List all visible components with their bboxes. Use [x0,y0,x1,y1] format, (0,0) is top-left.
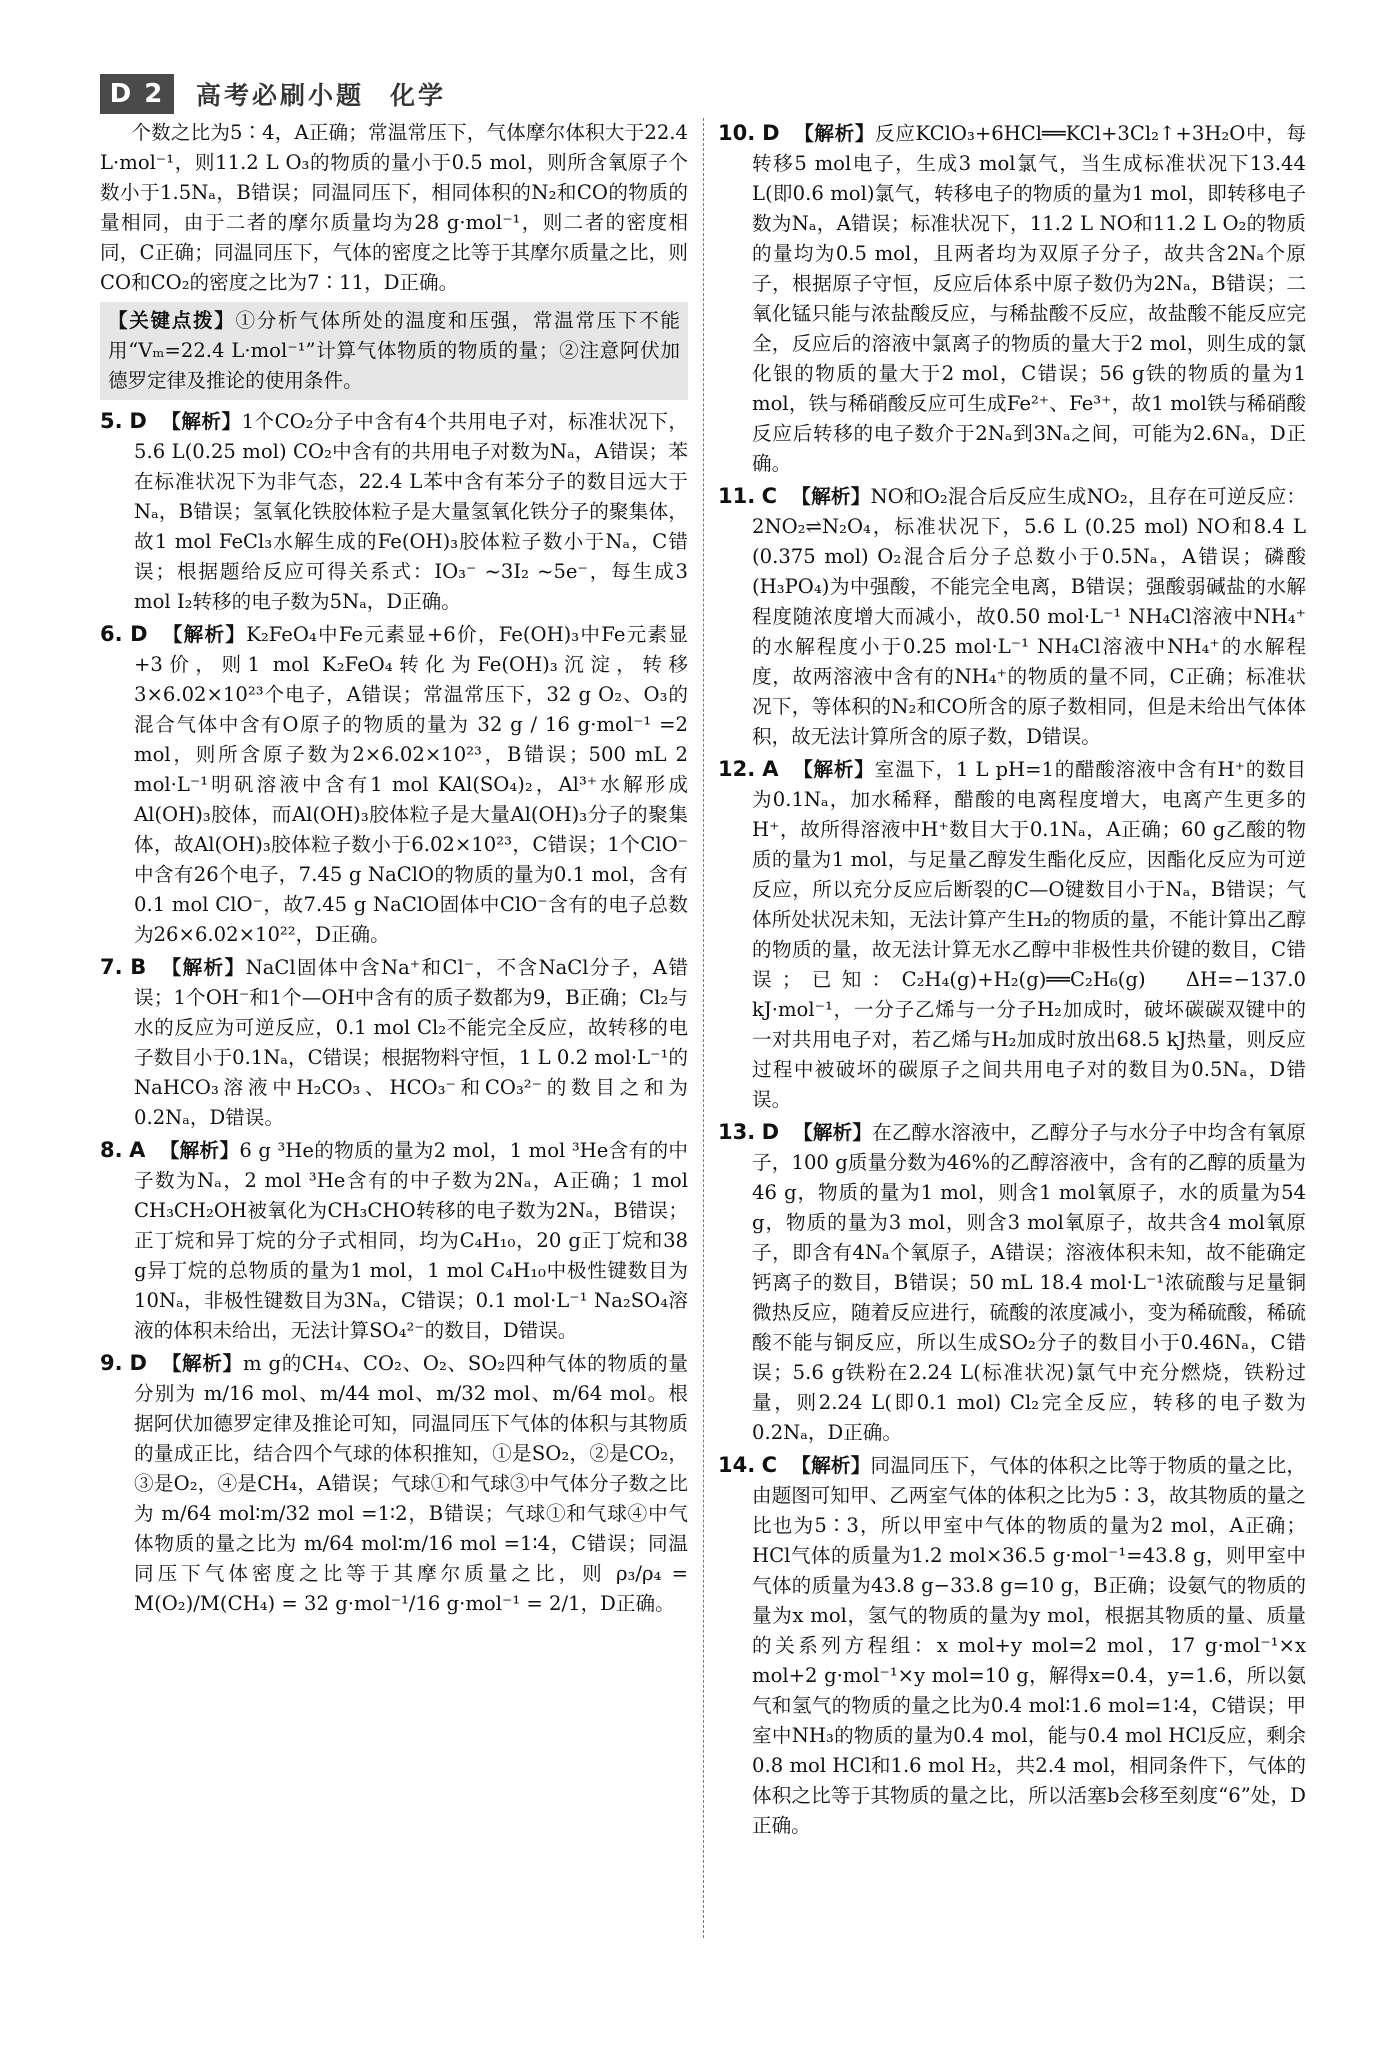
right-column [718,118,1306,1843]
answer-letter: C [761,1453,778,1477]
analysis-label: 【解析】 [160,410,242,433]
answer-item [718,118,1306,479]
subject-title: 化学 [390,81,447,110]
question-number: 6. [100,622,123,646]
left-column [100,118,688,1621]
answer-item [718,481,1306,752]
question-number: 13. [718,1120,756,1144]
analysis-text: K₂FeO₄中Fe元素显+6价，Fe(OH)₃中Fe元素显+3价，则1 mol K₂FeO₄转化为Fe(OH)₃沉淀，转移3×6.02×10²³个电子，A错误；常温常压下，32 g O₂、O₃的混合气体中含有O原子的物质的量为 32 g / 16 g·mol⁻¹ =2 mol，则所含原子数为2×6.02×10²³，B错误；500 mL 2 mol·L⁻¹明矾溶液中含有1 mol KAl(SO₄)₂，Al³⁺水解形成Al(OH)₃胶体，而Al(OH)₃胶体粒子是大量Al(OH)₃分子的聚集体，故Al(OH)₃胶体粒子数小于6.02×10²³，C错误；1个ClO⁻中含有26个电子，7.45 g NaClO的物质的量为0.1 mol，含有0.1 mol ClO⁻，故7.45 g NaClO固体中ClO⁻含有的电子总数为26×6.02×10²²，D正确。 [134,623,688,946]
question-number: 7. [100,955,123,979]
question-number: 14. [718,1453,756,1477]
answer-item [718,1117,1306,1448]
answer-item [100,619,688,950]
analysis-label: 【解析】 [791,1454,871,1477]
analysis-label: 【解析】 [159,1139,240,1162]
analysis-label: 【解析】 [791,485,871,508]
question-number: 10. [718,121,756,145]
key-point-box [100,302,688,400]
analysis-text: NaCl固体中含Na⁺和Cl⁻，不含NaCl分子，A错误；1个OH⁻和1个—OH中含有的质子数都为9，B正确；Cl₂与水的反应为可逆反应，0.1 mol Cl₂不能完全反应，故转移的电子数目小于0.1Nₐ，C错误；根据物料守恒，1 L 0.2 mol·L⁻¹的NaHCO₃溶液中H₂CO₃、HCO₃⁻和CO₃²⁻的数目之和为0.2Nₐ，D错误。 [134,956,689,1129]
analysis-text: 1个CO₂分子中含有4个共用电子对，标准状况下，5.6 L(0.25 mol) CO₂中含有的共用电子对数为Nₐ，A错误；苯在标准状况下为非气态，22.4 L苯中含有苯分子的数目远大于Nₐ，B错误；氢氧化铁胶体粒子是大量氢氧化铁分子的聚集体，故1 mol FeCl₃水解生成的Fe(OH)₃胶体粒子数小于Nₐ，C错误；根据题给反应可得关系式：IO₃⁻ ~3I₂ ~5e⁻，每生成3 mol I₂转移的电子数为5Nₐ，D正确。 [134,410,688,613]
book-title: 高考必刷小题 [196,81,365,110]
answer-item [718,754,1306,1115]
question-number: 8. [100,1138,123,1162]
left-answer-list [100,406,688,1619]
question-number: 11. [718,484,756,508]
analysis-text: NO和O₂混合后反应生成NO₂，且存在可逆反应：2NO₂⇌N₂O₄，标准状况下，5.6 L (0.25 mol) NO和8.4 L (0.375 mol) O₂混合后分子总数小于0.5Nₐ，A错误；磷酸(H₃PO₄)为中强酸，不能完全电离，B错误；强酸弱碱盐的水解程度随浓度增大而减小，故0.50 mol·L⁻¹ NH₄Cl溶液中NH₄⁺的水解程度小于0.25 mol·L⁻¹ NH₄Cl溶液中NH₄⁺的水解程度，故两溶液中含有的NH₄⁺的物质的量不同，C正确；标准状况下，等体积的N₂和CO所含的原子数相同，但是未给出气体体积，故无法计算所含的原子数，D错误。 [752,485,1306,748]
page-number-tag: D 2 [100,74,174,114]
analysis-text: 同温同压下，气体的体积之比等于物质的量之比，由题图可知甲、乙两室气体的体积之比为5∶3，故其物质的量之比也为5∶3，所以甲室中气体的物质的量为2 mol，A正确；HCl气体的质量为1.2 mol×36.5 g·mol⁻¹=43.8 g，则甲室中气体的质量为43.8 g−33.8 g=10 g，B正确；设氨气的物质的量为x mol，氢气的物质的量为y mol，根据其物质的量、质量的关系列方程组：x mol+y mol=2 mol，17 g·mol⁻¹×x mol+2 g·mol⁻¹×y mol=10 g，解得x=0.4，y=1.6，所以氨气和氢气的物质的量之比为0.4 mol∶1.6 mol=1∶4，C错误；甲室中NH₃的物质的量为0.4 mol，能与0.4 mol HCl反应，剩余0.8 mol HCl和1.6 mol H₂，共2.4 mol，相同条件下，气体的体积之比等于其物质的量之比，所以活塞b会移至刻度“6”处，D正确。 [752,1454,1307,1837]
answer-item [718,1450,1306,1841]
analysis-label: 【解析】 [793,1121,873,1144]
answer-letter: A [762,757,779,781]
answer-letter: D [761,1120,780,1144]
analysis-label: 【解析】 [792,758,875,781]
answer-item [100,1135,688,1346]
analysis-text: 室温下，1 L pH=1的醋酸溶液中含有H⁺的数目为0.1Nₐ，加水稀释，醋酸的电离程度增大，电离产生更多的H⁺，故所得溶液中H⁺数目大于0.1Nₐ，A正确；60 g乙酸的物质的量为1 mol，与足量乙醇发生酯化反应，因酯化反应为可逆反应，所以充分反应后断裂的C—O键数目小于Nₐ，B错误；气体所处状况未知，无法计算产生H₂的物质的量，不能计算出乙醇的物质的量，故无法计算无水乙醇中非极性共价键的数目，C错误；已知：C₂H₄(g)+H₂(g)══C₂H₆(g) ΔH=−137.0 kJ·mol⁻¹，一分子乙烯与一分子H₂加成时，破坏碳碳双键中的一对共用电子对，若乙烯与H₂加成时放出68.5 kJ热量，则反应过程中被破坏的碳原子之间共用电子对的数目为0.5Nₐ，D错误。 [752,758,1306,1111]
answer-letter: D [129,1351,147,1375]
column-divider [703,118,705,1938]
question-number: 12. [718,757,756,781]
answer-item [100,952,688,1133]
question-number: 9. [100,1351,123,1375]
analysis-label: 【解析】 [160,1352,243,1375]
analysis-text: 在乙醇水溶液中，乙醇分子与水分子中均含有氧原子，100 g质量分数为46%的乙醇溶液中，含有的乙醇的质量为46 g，物质的量为1 mol，则含1 mol氧原子，水的质量为54 g，物质的量为3 mol，则含3 mol氧原子，故共含4 mol氧原子，即含有4Nₐ个氧原子，A错误；溶液体积未知，故不能确定钙离子的数目，B错误；50 mL 18.4 mol·L⁻¹浓硫酸与足量铜微热反应，随着反应进行，硫酸的浓度减小，变为稀硫酸，稀硫酸不能与铜反应，所以生成SO₂分子的数目小于0.46Nₐ，C错误；5.6 g铁粉在2.24 L(标准状况)氯气中充分燃烧，铁粉过量，则2.24 L(即0.1 mol) Cl₂完全反应，转移的电子数为0.2Nₐ，D正确。 [752,1121,1307,1444]
answer-letter: D [129,409,147,433]
key-point-label: 【关键点拨】 [108,309,236,332]
analysis-label: 【解析】 [161,623,247,646]
key-point-text: ①分析气体所处的温度和压强，常温常压下不能用“Vₘ=22.4 L·mol⁻¹”计算气体物质的物质的量；②注意阿伏加德罗定律及推论的使用条件。 [108,309,681,392]
right-answer-list [718,118,1306,1841]
page-header [100,72,1290,116]
answer-letter: D [762,121,780,145]
question-number: 5. [100,409,123,433]
analysis-text: m g的CH₄、CO₂、O₂、SO₂四种气体的物质的量分别为 m/16 mol、m/44 mol、m/32 mol、m/64 mol。根据阿伏加德罗定律及推论可知，同温同压下气体的体积与其物质的量成正比，结合四个气球的体积推知，①是SO₂，②是CO₂，③是O₂，④是CH₄，A错误；气球①和气球③中气体分子数之比为 m/64 mol∶m/32 mol =1∶2，B错误；气球①和气球④中气体物质的量之比为 m/64 mol∶m/16 mol =1∶4，C错误；同温同压下气体密度之比等于其摩尔质量之比，则 ρ₃/ρ₄ = M(O₂)/M(CH₄) = 32 g·mol⁻¹/16 g·mol⁻¹ = 2/1，D正确。 [134,1352,688,1615]
answer-letter: C [761,484,778,508]
analysis-label: 【解析】 [160,956,246,979]
analysis-text: 6 g ³He的物质的量为2 mol，1 mol ³He含有的中子数为Nₐ，2 mol ³He含有的中子数为2Nₐ，A正确；1 mol CH₃CH₂OH被氧化为CH₃CHO转移的电子数为2Nₐ，B错误；正丁烷和异丁烷的分子式相同，均为C₄H₁₀，20 g正丁烷和38 g异丁烷的总物质的量为1 mol，1 mol C₄H₁₀中极性键数目为10Nₐ，非极性键数目为3Nₐ，C错误；0.1 mol·L⁻¹ Na₂SO₄溶液的体积未给出，无法计算SO₄²⁻的数目，D错误。 [134,1139,688,1342]
answer-letter: A [129,1138,146,1162]
answer-item [100,1348,688,1619]
answer-letter: D [130,622,148,646]
intro-paragraph: 个数之比为5∶4，A正确；常温常压下，气体摩尔体积大于22.4 L·mol⁻¹，则11.2 L O₃的物质的量小于0.5 mol，则所含氧原子个数小于1.5Nₐ，B错误；同温同压下，相同体积的N₂和CO的物质的量相同，由于二者的摩尔质量均为28 g·mol⁻¹，则二者的密度相同，C正确；同温同压下，气体的密度之比等于其摩尔质量之比，则CO和CO₂的密度之比为7∶11，D正确。 [100,121,688,294]
answer-letter: B [130,955,147,979]
analysis-text: 反应KClO₃+6HCl══KCl+3Cl₂↑+3H₂O中，每转移5 mol电子，生成3 mol氯气，当生成标准状况下13.44 L(即0.6 mol)氯气，转移电子的物质的量为1 mol，即转移电子数为Nₐ，A错误；标准状况下，11.2 L NO和11.2 L O₂的物质的量均为0.5 mol，且两者均为双原子分子，故共含2Nₐ个原子，根据原子守恒，反应后体系中原子数仍为2Nₐ，B错误；二氧化锰只能与浓盐酸反应，与稀盐酸不反应，故盐酸不能反应完全，反应后的溶液中氯离子的物质的量大于2 mol，则生成的氯化银的物质的量大于2 mol，C错误；56 g铁的物质的量为1 mol，铁与稀硝酸反应可生成Fe²⁺、Fe³⁺，故1 mol铁与稀硝酸反应后转移的电子数介于2Nₐ到3Nₐ之间，可能为2.6Nₐ，D正确。 [752,122,1307,475]
analysis-label: 【解析】 [793,122,876,145]
answer-item [100,406,688,617]
